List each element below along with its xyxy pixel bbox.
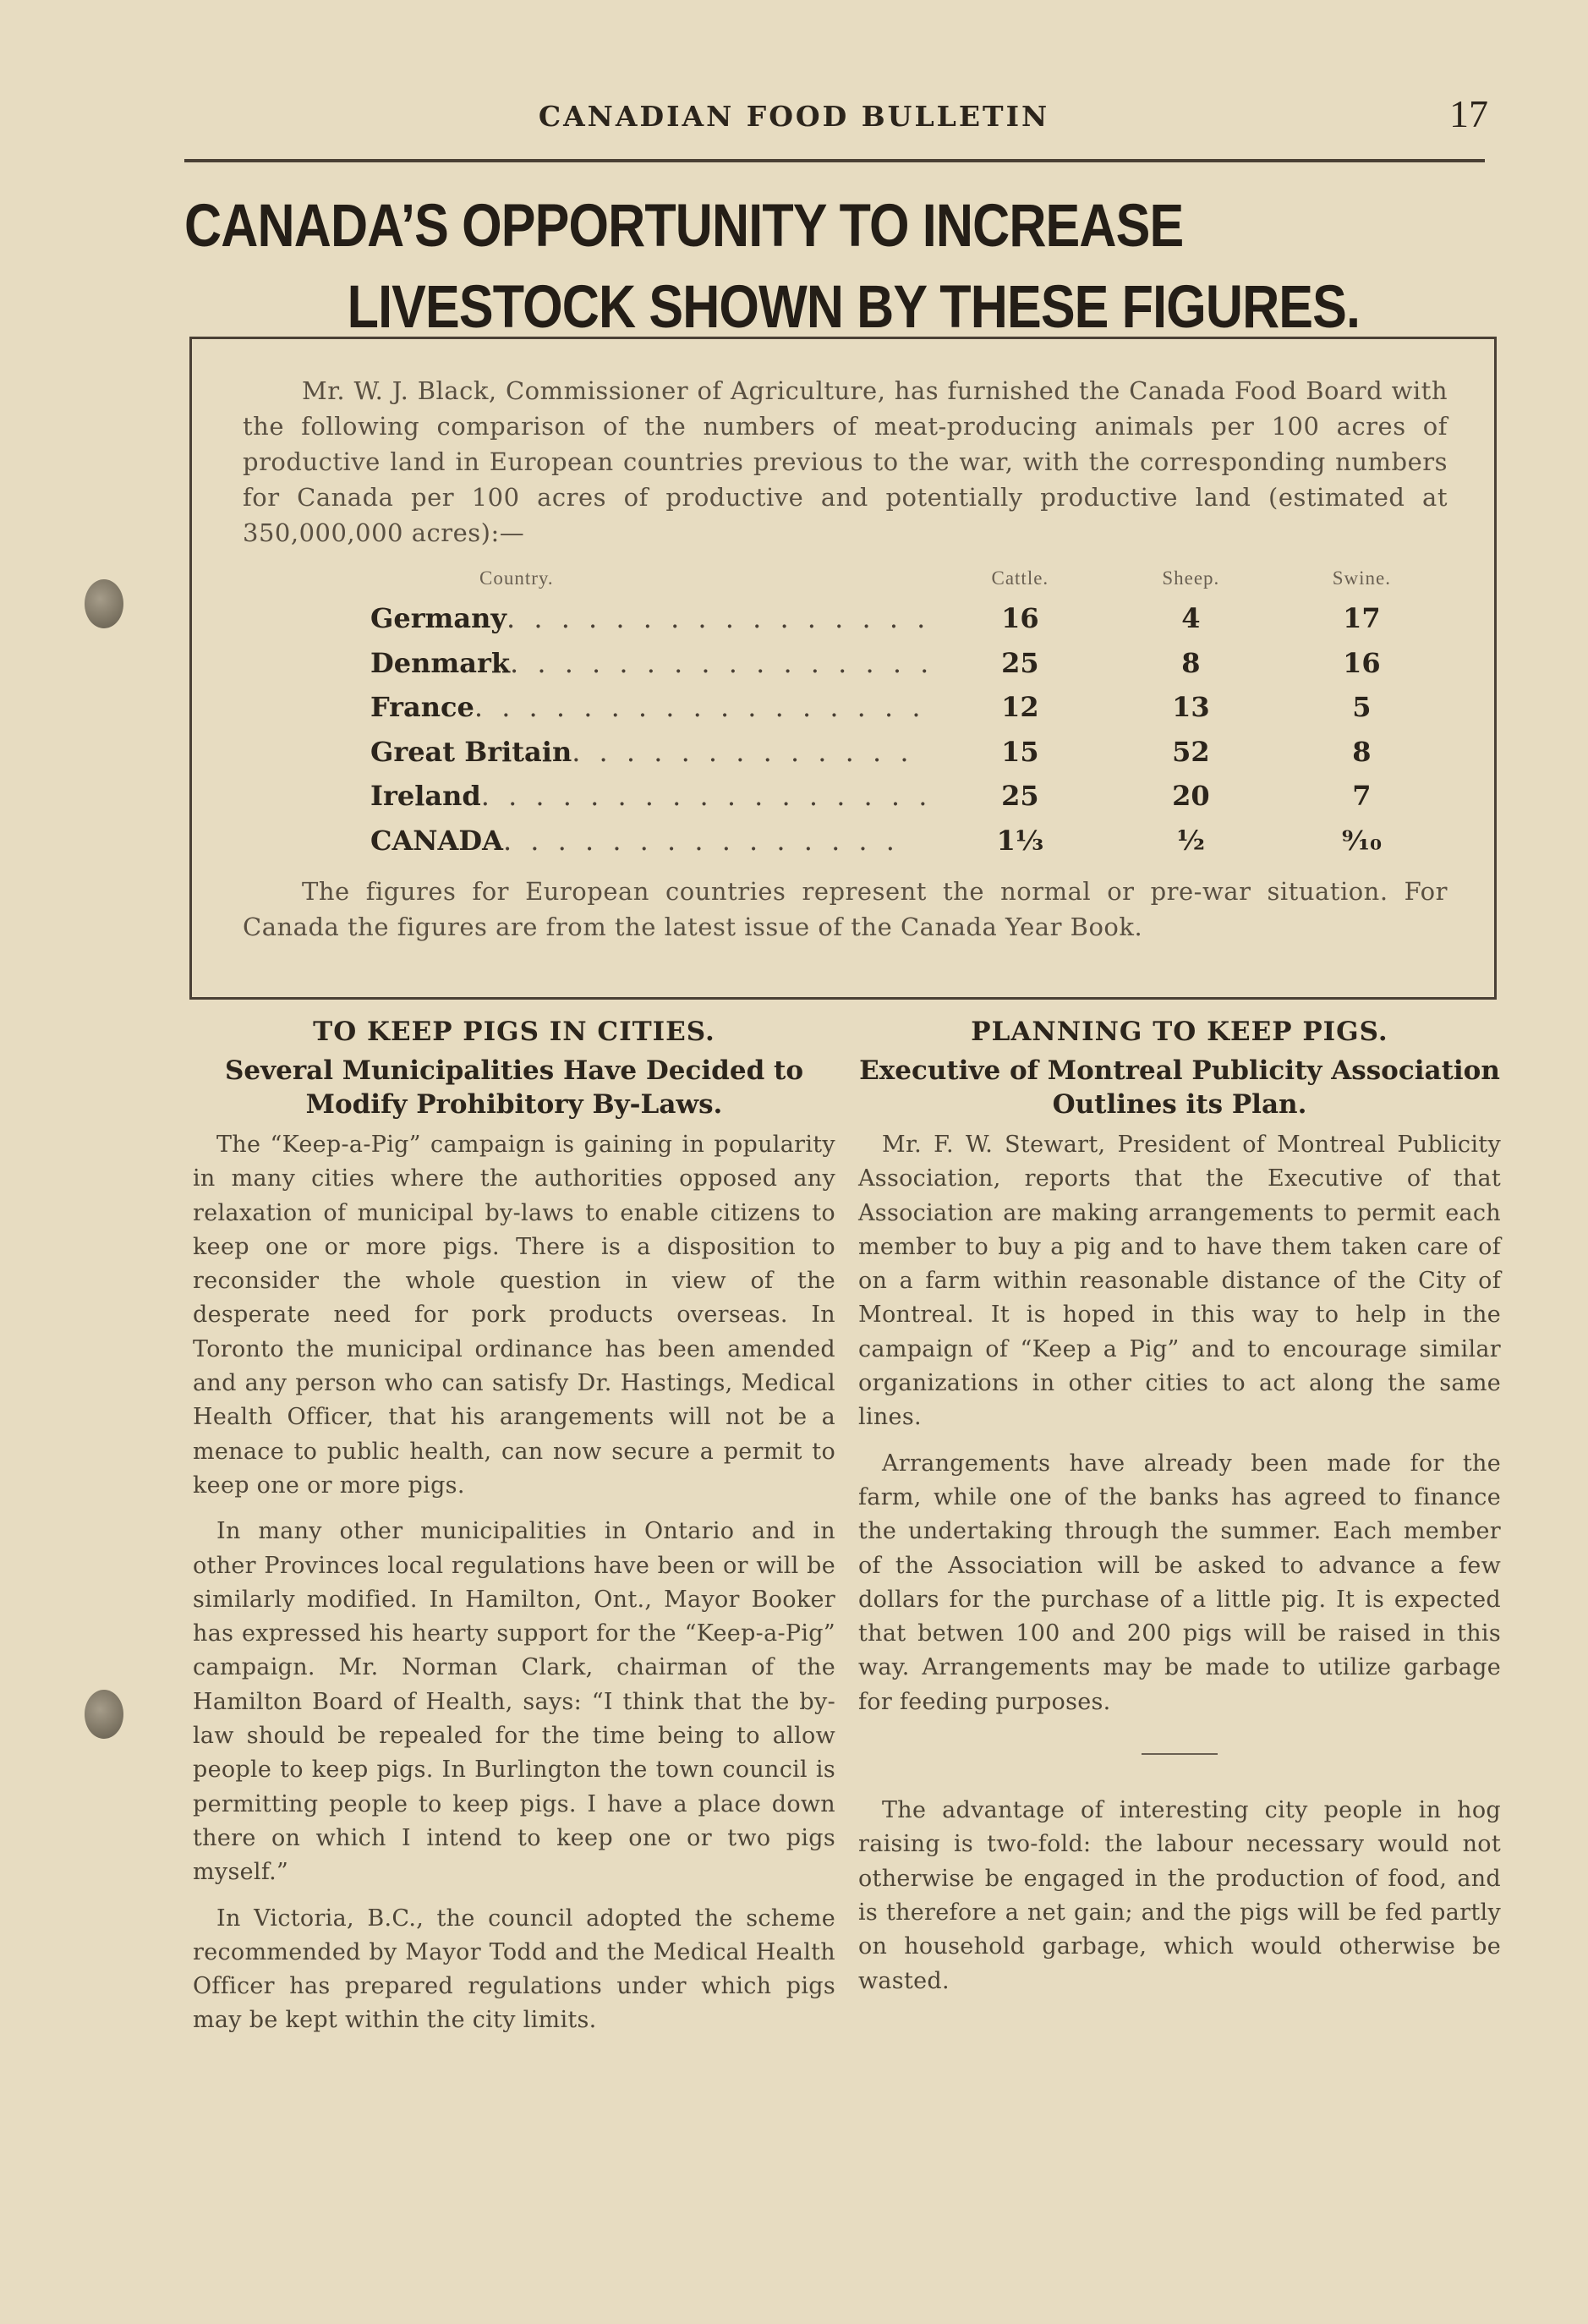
table-row bbox=[370, 685, 1447, 730]
row-sheep: 52 bbox=[1172, 735, 1210, 768]
header-rule bbox=[184, 159, 1485, 162]
headline bbox=[184, 186, 1361, 348]
row-cattle: 15 bbox=[1001, 735, 1039, 768]
row-sheep: 13 bbox=[1172, 691, 1210, 724]
table-row bbox=[370, 774, 1447, 819]
row-sheep: 4 bbox=[1181, 602, 1201, 635]
row-swine: 7 bbox=[1352, 780, 1372, 813]
row-country: Germany. . . . . . . . . . . . . . . . bbox=[370, 602, 931, 635]
row-swine: 16 bbox=[1343, 646, 1381, 679]
comparison-box bbox=[189, 337, 1497, 1000]
row-swine: ⁹⁄₁₀ bbox=[1341, 824, 1383, 857]
running-title: CANADIAN FOOD BULLETIN bbox=[538, 100, 1050, 133]
left-article-paragraph: In many other municipalities in Ontario and in other Provinces local regulations have been or will be similarly modified. In Hamilton, Ont., Mayor Booker has expressed his hearty support for the “Keep-a-Pig” campaign. Mr. Norman Clark, chairman of the Hamilton Board of Health, says: “I think that the by-law should be repealed for the time being to allow people to keep pigs. In Burlington the town council is permitting people to keep pigs. I have a place down there on which I intend to keep one or two pigs myself.” bbox=[193, 1518, 835, 1886]
header-country: Country. bbox=[479, 567, 554, 589]
header-cattle: Cattle. bbox=[991, 567, 1049, 589]
row-cattle: 1⅓ bbox=[996, 824, 1044, 857]
row-country: Denmark. . . . . . . . . . . . . . . . bbox=[370, 646, 934, 679]
section-divider bbox=[1142, 1753, 1218, 1755]
left-article-paragraph: The “Keep-a-Pig” campaign is gaining in popularity in many cities where the authorities opposed any relaxation of municipal by-laws to enable citizens to keep one or more pigs. There is a disposition to reconsider the whole question in view of the desperate need for pork products overseas. In Toronto the municipal ordinance has been amended and any person who can satisfy Dr. Hastings, Medical Health Officer, that his arangements will not be a menace to public health, can now secure a permit to keep one or more pigs. bbox=[193, 1132, 835, 1499]
row-cattle: 25 bbox=[1001, 780, 1039, 813]
row-cattle: 12 bbox=[1001, 691, 1039, 724]
comparison-note: The figures for European countries represent the normal or pre-war situation. For Canada the figures are from the latest issue of the Canada Year Book. bbox=[243, 877, 1448, 941]
binding-hole-mark bbox=[85, 1690, 123, 1739]
row-swine: 5 bbox=[1352, 691, 1372, 724]
right-article-subtitle: Executive of Montreal Publicity Association Outlines its Plan. bbox=[859, 1055, 1500, 1120]
row-country: France. . . . . . . . . . . . . . . . . bbox=[370, 691, 926, 724]
row-sheep: 8 bbox=[1181, 646, 1201, 679]
right-article-paragraph: Mr. F. W. Stewart, President of Montreal Publicity Association, reports that the Executive of that Association are making arrangements to permit each member to buy a pig and to have them taken care of on a farm within reasonable distance of the City of Montreal. It is hoped in this way to help in the campaign of “Keep a Pig” and to encourage similar organizations in other cities to act along the same lines. bbox=[858, 1132, 1501, 1431]
row-sheep: 20 bbox=[1172, 780, 1210, 813]
right-article bbox=[858, 1015, 1501, 2010]
page-number: 17 bbox=[1449, 92, 1488, 135]
row-sheep: ½ bbox=[1176, 824, 1206, 857]
table-header-row bbox=[370, 567, 1447, 596]
row-cattle: 16 bbox=[1001, 602, 1039, 635]
table-row bbox=[370, 641, 1447, 686]
right-article-paragraph: The advantage of interesting city people in hog raising is two-fold: the labour necessary would not otherwise be engaged in the production of food, and is therefore a net gain; and the pigs will be fed partly on household garbage, which would otherwise be wasted. bbox=[858, 1797, 1501, 1994]
livestock-table bbox=[370, 567, 1447, 863]
row-country: CANADA. . . . . . . . . . . . . . . bbox=[370, 824, 900, 857]
row-country: Great Britain. . . . . . . . . . . . . bbox=[370, 735, 914, 768]
left-article-subtitle: Several Municipalities Have Decided to Modify Prohibitory By-Laws. bbox=[224, 1055, 804, 1120]
row-swine: 8 bbox=[1352, 735, 1372, 768]
header-swine: Swine. bbox=[1332, 567, 1391, 589]
right-article-title: PLANNING TO KEEP PIGS. bbox=[971, 1017, 1388, 1047]
left-article bbox=[193, 1015, 835, 2050]
table-row bbox=[370, 596, 1447, 641]
header-sheep: Sheep. bbox=[1162, 567, 1220, 589]
headline-line-1: CANADA’S OPPORTUNITY TO INCREASE bbox=[184, 193, 1184, 260]
right-article-paragraph: Arrangements have already been made for the farm, while one of the banks has agreed to finance the undertaking through the summer. Each member of the Association will be asked to advance a few dollars for the purchase of a little pig. It is expected that betwen 100 and 200 pigs will be raised in this way. Arrangements may be made to utilize garbage for feeding purposes. bbox=[858, 1450, 1501, 1715]
row-cattle: 25 bbox=[1001, 646, 1039, 679]
row-country: Ireland. . . . . . . . . . . . . . . . . bbox=[370, 780, 933, 813]
row-swine: 17 bbox=[1343, 602, 1381, 635]
headline-line-2: LIVESTOCK SHOWN BY THESE FIGURES. bbox=[347, 274, 1361, 341]
left-article-paragraph: In Victoria, B.C., the council adopted the scheme recommended by Mayor Todd and the Medical Health Officer has prepared regulations under which pigs may be kept within the city limits. bbox=[193, 1905, 835, 2034]
table-row bbox=[370, 730, 1447, 775]
left-article-title: TO KEEP PIGS IN CITIES. bbox=[313, 1017, 715, 1047]
comparison-intro: Mr. W. J. Black, Commissioner of Agriculture, has furnished the Canada Food Board with the following comparison of the numbers of meat-producing animals per 100 acres of productive land in European countries previous to the war, with the corresponding numbers for Canada per 100 acres of productive and potentially productive land (estimated at 350,000,000 acres):— bbox=[243, 376, 1448, 547]
binding-hole-mark bbox=[85, 579, 123, 628]
table-row bbox=[370, 819, 1447, 863]
